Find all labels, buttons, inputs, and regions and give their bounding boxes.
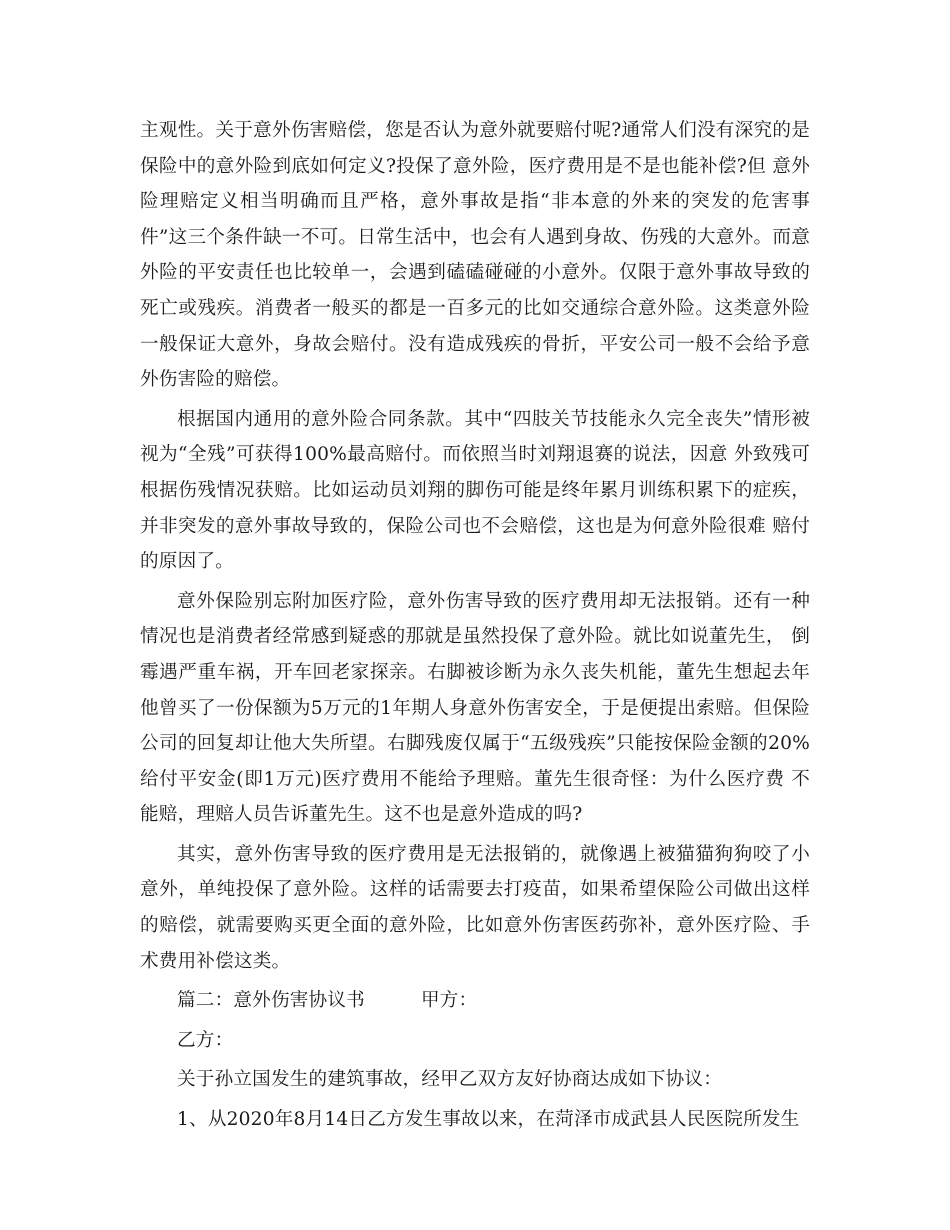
paragraph-medical-insurance: 意外保险别忘附加医疗险，意外伤害导致的医疗费用却无法报销。还有一种情况也是消费者经常感到疑惑的那就是虽然投保了意外险。就比如说董先生， 倒霉遇严重车祸，开车回老家探亲。右脚被诊断为永久丧失机能，董先生想起去年他曾买了一份保额为5万元的1年期人身意外伤害安全，于是便提出索赔。但保险 公司的回复却让他大失所望。右脚残废仅属于“五级残疾”只能按保险金额的20%给付平安金(即1万元)医疗费用不能给予理赔。董先生很奇怪：为什么医疗费 不能赔，理赔人员告诉董先生。这不也是意外造成的吗? bbox=[140, 590, 810, 826]
party-b-label: 乙方： bbox=[177, 1029, 234, 1051]
agreement-heading-line bbox=[140, 983, 810, 1019]
agreement-title: 篇二：意外伤害协议书 bbox=[177, 990, 365, 1012]
agreement-clause-1: 1、从2020年8月14日乙方发生事故以来，在菏泽市成武县人民医院所发生 bbox=[177, 1109, 800, 1131]
agreement-intro: 关于孙立国发生的建筑事故，经甲乙双方友好协商达成如下协议： bbox=[177, 1069, 723, 1091]
party-a-label: 甲方： bbox=[420, 990, 478, 1012]
paragraph-full-disability: 根据国内通用的意外险合同条款。其中“四肢关节技能永久完全丧失”情形被视为“全残”可获得100%最高赔付。而依照当时刘翔退赛的说法，因意 外致残可根据伤残情况获赔。比如运动员刘翔的脚伤可能是终年累月训练积累下的症疾，并非突发的意外事故导致的，保险公司也不会赔偿，这也是为何意外险很难 赔付的原因了。 bbox=[140, 408, 810, 573]
paragraph-accident-definition: 主观性。关于意外伤害赔偿，您是否认为意外就要赔付呢?通常人们没有深究的是保险中的意外险到底如何定义?投保了意外险，医疗费用是不是也能补偿?但 意外险理赔定义相当明确而且严格，意外事故是指“非本意的外来的突发的危害事件”这三个条件缺一不可。日常生活中，也会有人遇到身故、伤残的大意外。而意 外险的平安责任也比较单一，会遇到磕磕碰碰的小意外。仅限于意外事故导致的死亡或残疾。消费者一般买的都是一百多元的比如交通综合意外险。这类意外险一般保证大意外，身故会赔付。没有造成残疾的骨折，平安公司一般不会给予意外伤害险的赔偿。 bbox=[140, 120, 810, 391]
paragraph-medical-costs: 其实，意外伤害导致的医疗费用是无法报销的，就像遇上被猫猫狗狗咬了小意外，单纯投保了意外险。这样的话需要去打疫苗，如果希望保险公司做出这样的赔偿，就需要购买更全面的意外险，比如意外伤害医药弥补，意外医疗险、手术费用补偿这类。 bbox=[140, 843, 810, 972]
